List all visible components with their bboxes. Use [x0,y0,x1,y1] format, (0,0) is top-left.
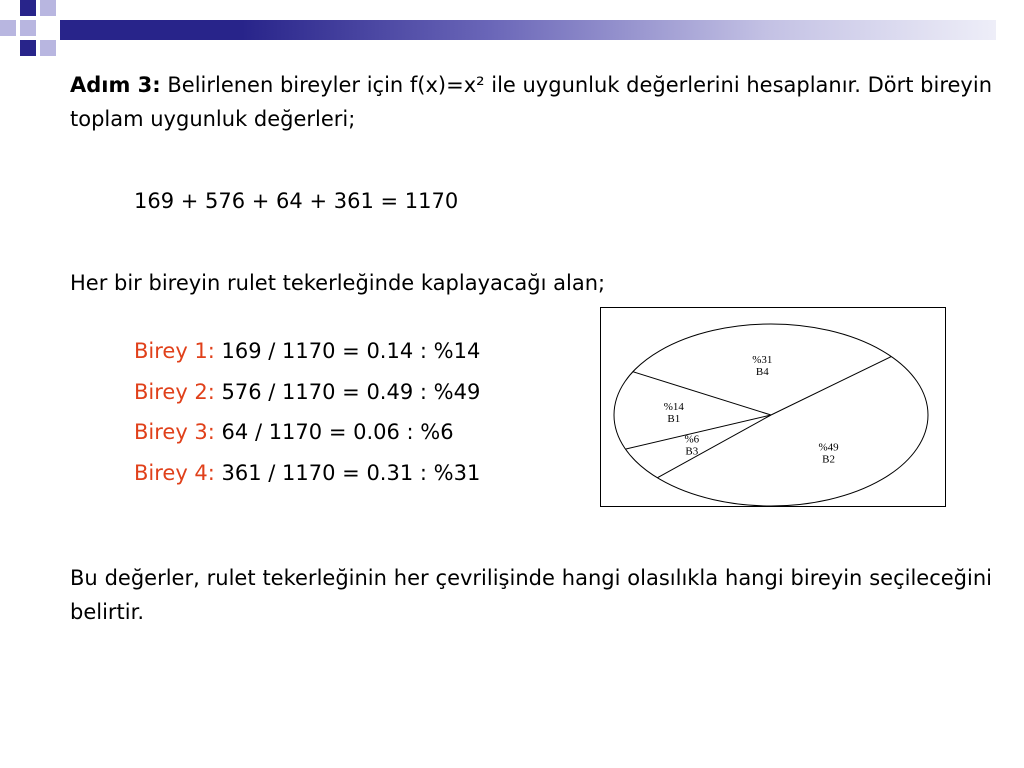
pie-slice-percent-label: %49 [818,441,839,454]
pie-svg [601,308,945,506]
list-item [134,412,480,453]
step-paragraph [70,68,992,136]
pie-slice-name-label: B1 [667,412,681,425]
pie-slice-name-label: B3 [685,445,699,458]
individual-label: Birey 2: [134,379,215,404]
conclusion-paragraph: Bu değerler, rulet tekerleğinin her çevrilişinde hangi olasılıkla hangi bireyin seçileceğini belirtir. [70,566,992,624]
step-text: Belirlenen bireyler için f(x)=x² ile uygunluk değerlerini hesaplanır. Dört bireyin toplam uygunluk değerleri; [70,73,993,131]
banner-square [0,20,16,36]
individual-formula: 576 / 1170 = 0.49 : %49 [214,379,481,404]
sum-equation: 169 + 576 + 64 + 361 = 1170 [134,189,459,213]
pie-slice-percent-label: %31 [752,354,773,367]
area-heading: Her bir bireyin rulet tekerleğinde kaplayacağı alan; [70,271,606,295]
individual-label: Birey 1: [134,339,215,363]
banner-square [60,20,76,40]
step-label: Adım 3: [70,73,161,97]
pie-slice-percent-label: %6 [684,433,700,446]
individual-list [134,331,480,493]
banner-gradient-strip [76,20,996,40]
banner-square [40,0,56,16]
individual-label: Birey 4: [134,460,215,485]
individual-formula: 361 / 1170 = 0.31 : %31 [214,460,481,485]
list-item [134,453,480,494]
individual-formula: 169 / 1170 = 0.14 : %14 [214,339,481,363]
banner-square [20,40,36,56]
list-item [134,331,480,372]
banner-square [40,40,56,56]
individual-label: Birey 3: [134,420,215,444]
banner-square [20,20,36,36]
pie-slice-boundary [771,357,891,416]
pie-slice-boundary [633,372,771,415]
pie-slice-name-label: B4 [755,366,769,379]
individual-formula: 64 / 1170 = 0.06 : %6 [214,420,454,444]
header-banner [0,0,1024,64]
pie-slice-percent-label: %14 [663,400,684,413]
pie-slice-name-label: B2 [822,453,836,466]
list-item [134,372,480,413]
banner-square [20,0,36,16]
roulette-pie-chart [600,307,946,507]
